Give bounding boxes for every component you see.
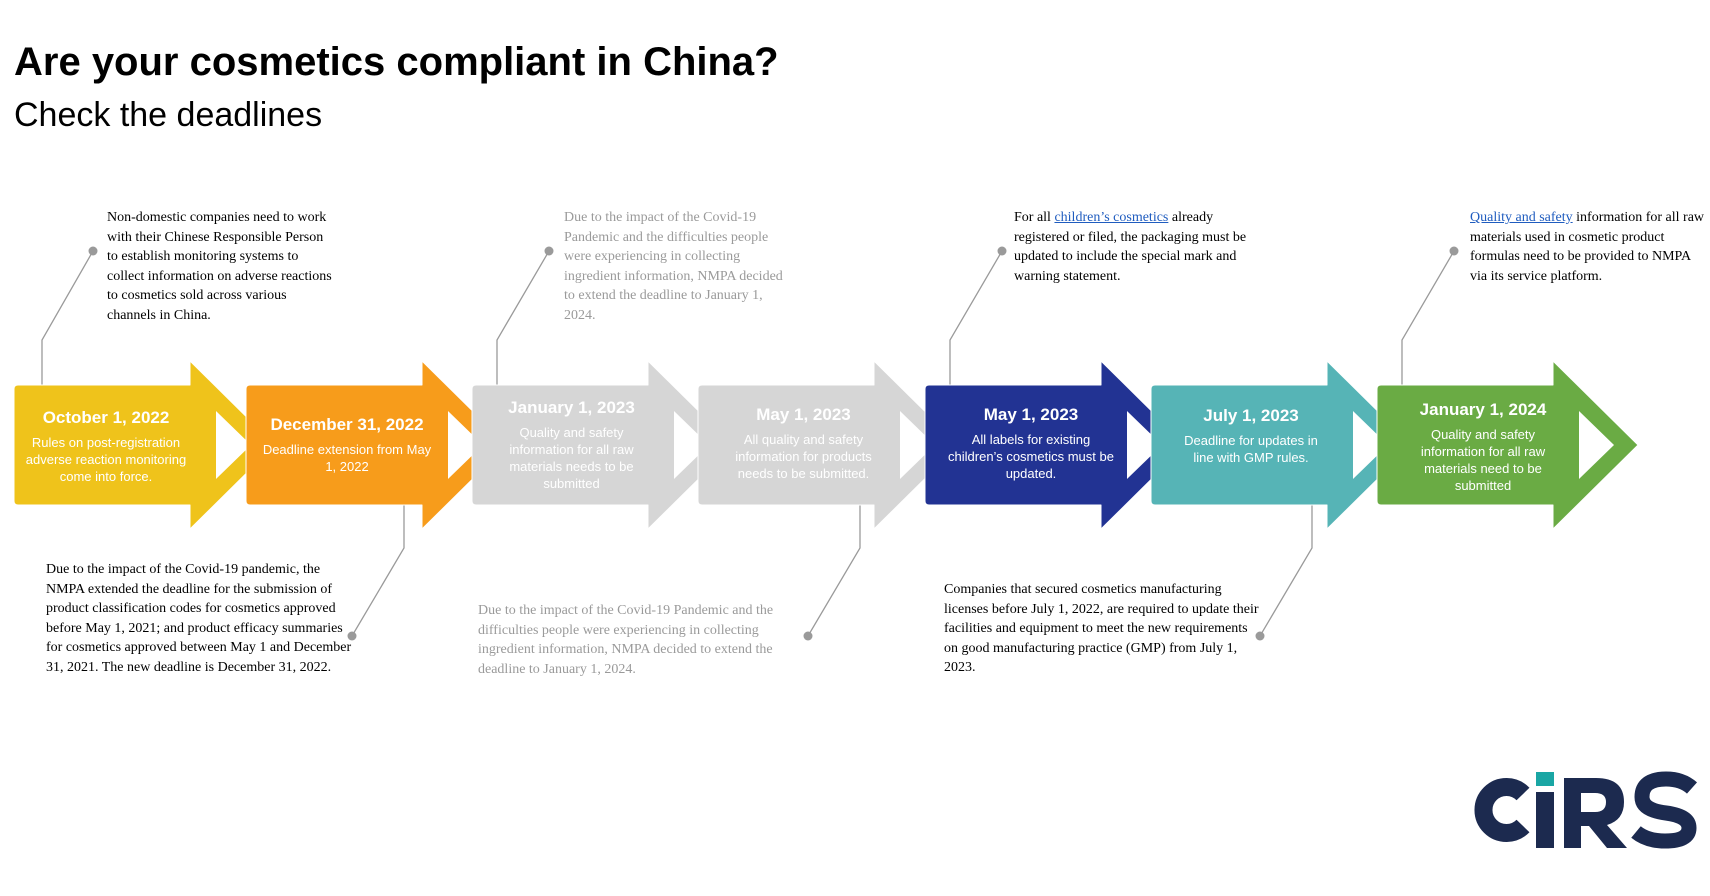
stage-4-desc: All quality and safety information for products needs to be submitted. xyxy=(735,432,872,481)
note-7 xyxy=(1470,208,1706,286)
page-subtitle: Check the deadlines xyxy=(14,96,323,134)
stage-7-desc: Quality and safety information for all raw materials need to be submitted xyxy=(1420,427,1546,493)
stage-1-date: October 1, 2022 xyxy=(42,408,170,427)
connector-dot-4 xyxy=(804,632,813,641)
note-4: Due to the impact of the Covid-19 Pandemic and the difficulties people were experiencing in collecting ingredient information, NMPA decided to extend the deadline to January 1, 2024. xyxy=(478,603,774,677)
stage-1-text xyxy=(22,408,190,485)
connector-7 xyxy=(1402,251,1454,385)
stage-7-text xyxy=(1398,400,1568,494)
connector-dot-5 xyxy=(998,247,1007,256)
stage-1-desc: Rules on post-registration adverse reaction monitoring come into force. xyxy=(25,435,187,484)
connector-dot-3 xyxy=(545,247,554,256)
stage-6-desc: Deadline for updates in line with GMP rules. xyxy=(1184,433,1318,465)
stage-6-text xyxy=(1180,406,1322,466)
note-5-text-end: already registered or filed, the packaging must be updated to include the special mark and warning statement. xyxy=(1014,210,1247,284)
stage-5-date: May 1, 2023 xyxy=(983,405,1079,424)
note-5 xyxy=(1014,208,1254,286)
connector-dot-7 xyxy=(1450,247,1459,256)
connector-1 xyxy=(42,251,93,385)
connector-2 xyxy=(352,505,404,636)
connector-4 xyxy=(808,505,860,636)
note-7-text: information for all raw materials used in cosmetic product formulas need to be provided to NMPA via its service platform. xyxy=(1470,210,1705,284)
stage-2-date: December 31, 2022 xyxy=(270,415,424,434)
note-6: Companies that secured cosmetics manufacturing licenses before July 1, 2022, are required to update their facilities and equipment to meet the new requirements on good manufacturing practice (GMP) from July 1, 2023. xyxy=(944,582,1259,675)
logo-letter-c xyxy=(1483,787,1523,833)
stage-3-desc: Quality and safety information for all raw materials needs to be submitted xyxy=(509,425,634,491)
stage-2-text xyxy=(256,415,438,475)
note-3: Due to the impact of the Covid-19 Pandemic and the difficulties people were experiencing in collecting ingredient information, NMPA decided to extend the deadline to January 1, 2024. xyxy=(564,210,783,323)
stage-3-date: January 1, 2023 xyxy=(508,398,635,417)
stage-6-date: July 1, 2023 xyxy=(1203,406,1299,425)
logo-letter-r xyxy=(1564,778,1627,848)
stage-7-date: January 1, 2024 xyxy=(1419,400,1547,419)
childrens-cosmetics-link[interactable]: children’s cosmetics xyxy=(1054,210,1169,225)
page-title: Are your cosmetics compliant in China? xyxy=(14,40,779,84)
connector-5 xyxy=(950,251,1002,385)
logo-letter-i xyxy=(1536,792,1554,848)
connector-dot-1 xyxy=(89,247,98,256)
note-2: Due to the impact of the Covid-19 pandemic, the NMPA extended the deadline for the submission of product classification codes for cosmetics approved before May 1, 2021; and product efficacy summaries for cosmetics approved between May 1 and December 31, 2021. The new deadline is December 31, 2022. xyxy=(46,562,352,675)
stage-2-desc: Deadline extension from May 1, 2022 xyxy=(262,442,432,474)
stage-4-text xyxy=(726,405,881,482)
note-5-text-start: For all xyxy=(1014,210,1055,225)
logo-letter-s xyxy=(1636,779,1692,841)
quality-and-safety-link[interactable]: Quality and safety xyxy=(1470,210,1573,225)
note-1: Non-domestic companies need to work with their Chinese Responsible Person to establish monitoring systems to collect information on adverse reactions to cosmetics sold across various channels in China. xyxy=(107,210,332,323)
connector-3 xyxy=(497,251,549,385)
stage-3-text xyxy=(494,398,649,492)
stage-4-date: May 1, 2023 xyxy=(756,405,851,424)
stage-5-text xyxy=(946,405,1116,482)
logo-letter-i-dot xyxy=(1536,772,1554,786)
connector-6 xyxy=(1260,505,1312,636)
cirs-logo xyxy=(1468,770,1704,850)
stage-5-desc: All labels for existing children’s cosmetics must be updated. xyxy=(948,432,1114,481)
